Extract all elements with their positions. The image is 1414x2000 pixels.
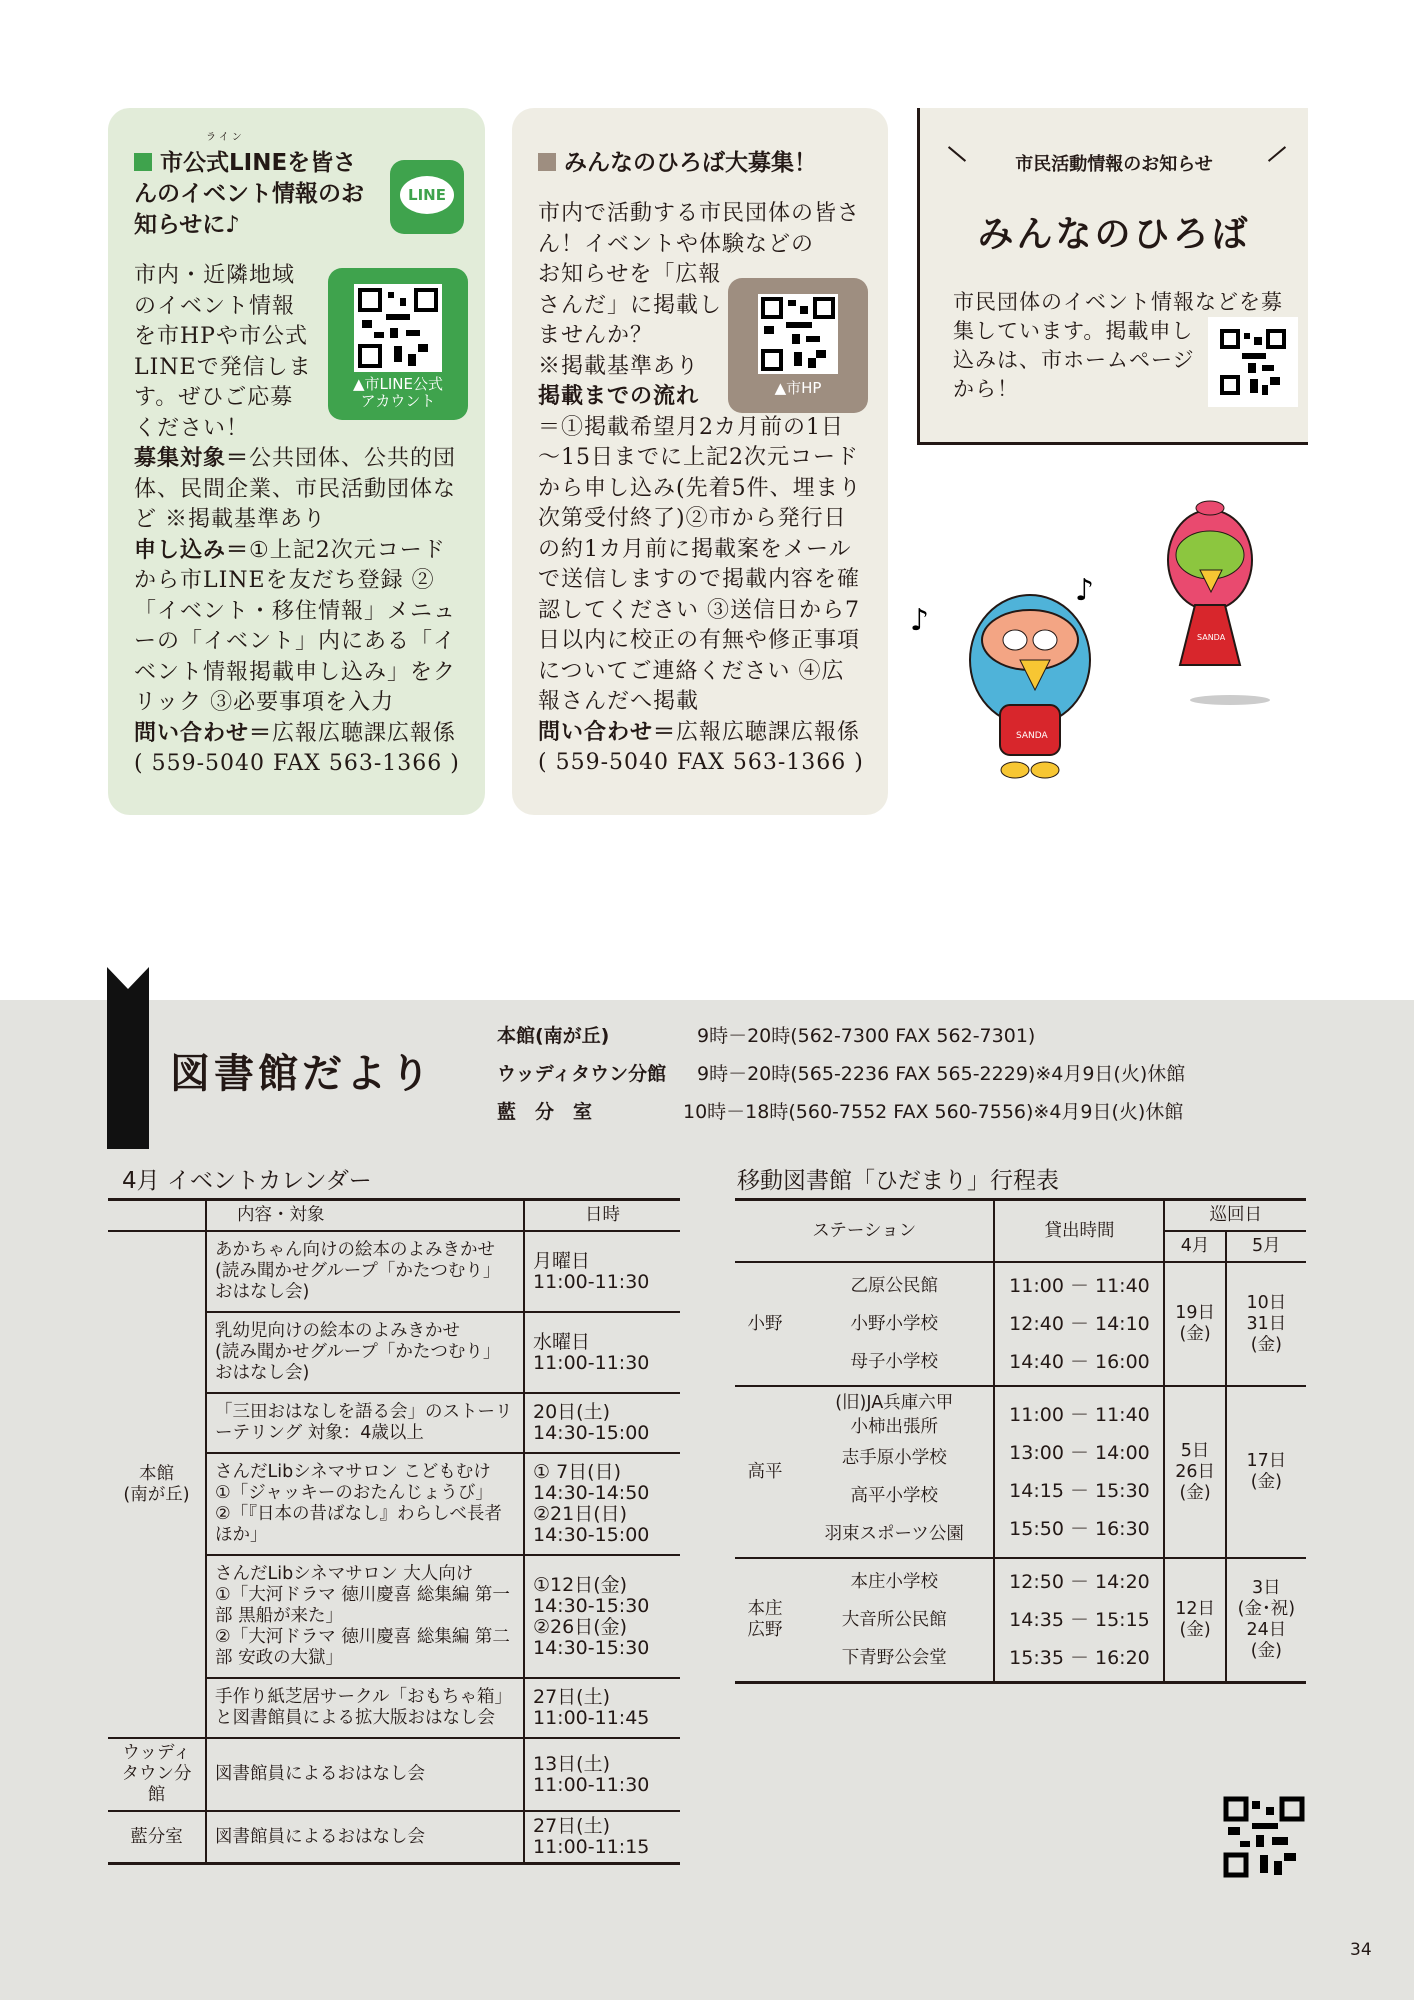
calendar-title: 4月 イベントカレンダー [122,1168,372,1194]
qr-code-icon[interactable] [354,284,442,372]
qr-code-icon[interactable] [758,294,838,374]
event-calendar-table [108,1198,680,1865]
page-number: 34 [1350,1940,1372,1960]
mobile-library-schedule-table [735,1198,1306,1684]
date-cell: 20日(土) 14:30-15:00 [524,1393,680,1453]
content-cell: さんだLibシネマサロン 大人向け ①「大河ドラマ 徳川慶喜 総集編 第一部 黒船が来た」 ②「大河ドラマ 徳川慶喜 総集編 第二部 安政の大獄」 [206,1555,524,1678]
qr-caption: ▲市HP [774,379,822,397]
header-cell: 5月 [1226,1231,1306,1262]
lending-time: 11:00 － 11:40 [1009,1275,1150,1297]
note: ※掲載基準あり [538,353,700,379]
music-note-icon: ♪ [910,603,930,638]
qr-caption: ▲市LINE公式 [352,375,443,393]
may-date-cell: 17日 (金) [1226,1386,1306,1558]
header-cell: 日時 [524,1200,680,1232]
citizen-activity-notice [917,108,1308,445]
venue-cell: 藍分室 [108,1811,206,1864]
table-row [108,1231,680,1312]
svg-text:SANDA: SANDA [1016,731,1048,741]
mascot-illustration [900,490,1320,810]
intro-text: 市内・近隣地域のイベント情報を市HPや市公式LINEで発信します。ぜひご応募ください！ [134,263,312,441]
blue-bird-mascot [970,595,1090,778]
mobile-library-title: 移動図書館「ひだまり」行程表 [737,1168,1059,1194]
header-cell: ステーション [735,1200,994,1263]
station-name: (旧)JA兵庫六甲 小柿出張所 [835,1393,954,1437]
line-heading-ruby: ライン [206,132,245,143]
contact-tel: ( 559-5040 FAX 563-1366 ) [134,751,460,776]
intro-text: お知らせを「広報さんだ」に掲載しませんか？ [538,262,723,348]
venue-cell: 本館 (南が丘) [108,1231,206,1738]
header-cell: 貸出時間 [994,1200,1164,1263]
branch-row: 藍 分 室 10時－18時(560-7552 FAX 560-7556) ※4月9日(火)休館 [497,1101,1184,1123]
stations-cell [795,1262,994,1386]
lending-time: 12:40 － 14:10 [1009,1313,1150,1335]
library-title: 図書館だより [170,1051,434,1097]
lending-time: 11:00 － 11:40 [1009,1404,1150,1426]
header-cell: 巡回日 [1164,1200,1306,1232]
station-name: 羽束スポーツ公園 [824,1524,964,1544]
table-row [735,1558,1306,1683]
times-cell [994,1262,1164,1386]
stations-cell [795,1558,994,1683]
line-qr-card[interactable] [328,268,468,420]
lending-time: 14:40 － 16:00 [1009,1351,1150,1373]
branch-hours [497,1017,1185,1131]
station-name: 小野小学校 [850,1314,938,1334]
line-info-box [108,108,485,815]
station-name: 高平小学校 [850,1486,938,1506]
date-cell: 13日(土) 11:00-11:30 [524,1738,680,1811]
april-date-cell: 19日 (金) [1164,1262,1225,1386]
table-header-row [735,1200,1306,1232]
header-cell [108,1200,206,1232]
station-name: 母子小学校 [850,1352,938,1372]
table-header-row [108,1200,680,1232]
svg-text:SANDA: SANDA [1197,633,1226,642]
square-bullet-icon [538,153,556,171]
times-cell [994,1558,1164,1683]
line-box-heading: 市公式LINEを皆さんのイベント情報のお知らせに♪ [134,150,364,238]
april-date-cell: 12日 (金) [1164,1558,1225,1683]
flow-label: 掲載までの流れ [538,384,700,409]
date-cell: ①12日(金) 14:30-15:30 ②26日(金) 14:30-15:30 [524,1555,680,1678]
library-news-section [0,1000,1414,2000]
lending-time: 14:35 － 15:15 [1009,1609,1150,1631]
may-date-cell: 10日 31日 (金) [1226,1262,1306,1386]
city-hp-qr-card[interactable] [728,278,868,413]
area-cell: 本庄 広野 [735,1558,795,1683]
intro-text: 市内で活動する市民団体の皆さん！イベントや体験などの [538,201,861,257]
apply-text: ①上記2次元コードから市LINEを友だち登録 ②「イベント・移住情報」メニューの「イベント」内にある「イベント情報掲載申し込み」をクリック ③必要事項を入力 [134,537,457,715]
stations-cell [795,1386,994,1558]
may-date-cell: 3日 (金･祝) 24日 (金) [1226,1558,1306,1683]
contact-text: 広報広聴課広報係 [676,719,861,745]
notice-subtitle: 市民活動情報のお知らせ [1015,154,1213,175]
label: 申し込み＝ [134,537,250,563]
date-cell: 27日(土) 11:00-11:15 [524,1811,680,1864]
lending-time: 15:50 － 16:30 [1009,1518,1150,1540]
target-text: 公共団体、公共的団体、民間企業、市民活動団体など ※掲載基準あり [134,446,457,532]
station-name: 本庄小学校 [850,1572,938,1592]
station-name: 大音所公民館 [841,1610,947,1630]
station-name: 乙原公民館 [850,1276,938,1296]
qr-caption: アカウント [360,392,436,410]
flow-text: ＝①掲載希望月2カ月前の1日～15日までに上記2次元コードから申し込み(先着5件、埋まり次第受付終了)②市から発行日の約1カ月前に掲載案をメールで送信しますので掲載内容を確認してください ③送信日から7日以内に校正の有無や修正事項についてご連絡ください ④広報さんだへ掲載 [538,414,862,714]
table-row [735,1386,1306,1558]
branch-row: ウッディタウン分館 9時－20時(565-2236 FAX 565-2229) ※4月9日(火)休館 [497,1063,1186,1085]
header-cell: 4月 [1164,1231,1225,1262]
label: 問い合わせ＝ [134,720,273,746]
square-bullet-icon [134,153,152,171]
lending-time: 13:00 － 14:00 [1009,1442,1150,1464]
label: 募集対象＝ [134,446,250,471]
hiroba-recruit-box [512,108,888,815]
lending-time: 15:35 － 16:20 [1009,1647,1150,1669]
venue-cell: ウッディ タウン分館 [108,1738,206,1811]
branch-row: 本館(南が丘) 9時－20時(562-7300 FAX 562-7301) [497,1025,1036,1047]
table-row [108,1811,680,1864]
lending-time: 14:15 － 15:30 [1009,1480,1150,1502]
date-cell: 水曜日 11:00-11:30 [524,1312,680,1393]
content-cell: 乳幼児向けの絵本のよみきかせ (読み聞かせグループ「かたつむり」おはなし会) [206,1312,524,1393]
label: 問い合わせ＝ [538,719,677,745]
line-app-icon: LINE [390,160,464,234]
lending-time: 12:50 － 14:20 [1009,1571,1150,1593]
station-name: 志手原小学校 [841,1448,947,1468]
hiroba-box-heading: みんなのひろば大募集！ [538,148,864,179]
content-cell: あかちゃん向けの絵本のよみきかせ (読み聞かせグループ「かたつむり」おはなし会) [206,1231,524,1312]
contact-text: 広報広聴課広報係 [272,720,457,746]
area-cell: 高平 [735,1386,795,1558]
table-row [735,1262,1306,1386]
times-cell [994,1386,1164,1558]
april-date-cell: 5日 26日 (金) [1164,1386,1225,1558]
notice-text-block [953,288,1298,407]
title-flag-decoration [107,967,149,1149]
content-cell: 図書館員によるおはなし会 [206,1811,524,1864]
date-cell: 月曜日 11:00-11:30 [524,1231,680,1312]
date-cell: 27日(土) 11:00-11:45 [524,1678,680,1738]
qr-code-icon[interactable] [1208,317,1298,407]
content-cell: 「三田おはなしを語る会」のストーリーテリング 対象：4歳以上 [206,1393,524,1453]
station-name: 下青野公会堂 [841,1648,947,1668]
table-row [108,1738,680,1811]
contact-tel: ( 559-5040 FAX 563-1366 ) [538,750,864,775]
notice-text: 市民団体のイベント情報などを募集しています。掲載申し込みは、市ホームページから！ [953,290,1283,401]
notice-title: みんなのひろば [977,214,1251,255]
content-cell: 手作り紙芝居サークル「おもちゃ箱」と図書館員による拡大版おはなし会 [206,1678,524,1738]
content-cell: さんだLibシネマサロン こどもむけ ①「ジャッキーのおたんじょうび」 ②「『日本の昔ばなし』わらしべ長者ほか」 [206,1453,524,1555]
area-cell: 小野 [735,1262,795,1386]
header-cell: 内容・対象 [206,1200,524,1232]
pink-bird-mascot [1168,501,1270,705]
date-cell: ① 7日(日) 14:30-14:50 ②21日(日) 14:30-15:00 [524,1453,680,1555]
music-note-icon: ♪ [1075,573,1095,608]
qr-code-icon[interactable] [1222,1795,1306,1879]
content-cell: 図書館員によるおはなし会 [206,1738,524,1811]
